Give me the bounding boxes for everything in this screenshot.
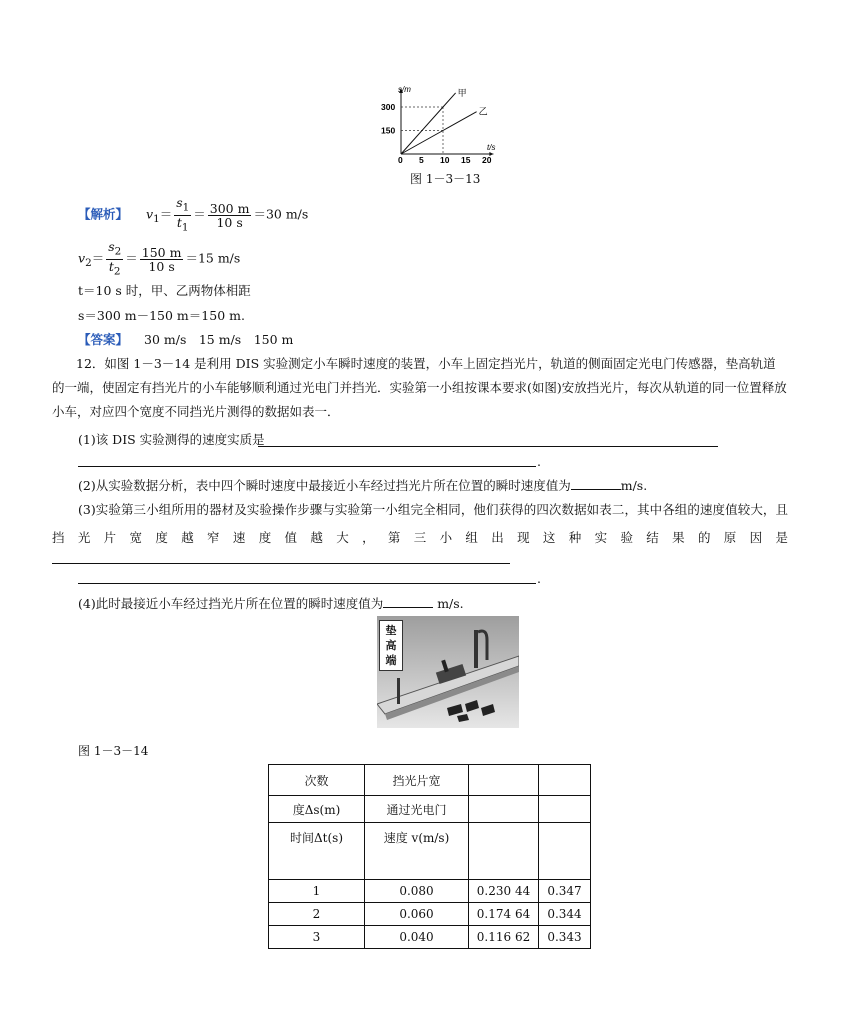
analysis-line2: $v_2=$ $\frac{s_2}{t_2}$ ＝ $\frac{150 m}{10 s}$ ＝15 m/s [78,239,241,277]
table-header-cell [469,823,539,880]
table-cell: 0.116 62 [469,926,539,949]
st-graph [378,84,508,164]
analysis-line3: t＝10 s 时，甲、乙两物体相距 [78,283,251,298]
sign-char-1: 垫 [385,624,397,637]
table-row [269,926,591,949]
y-tick-label: 300 [381,102,396,112]
table-row [269,903,591,926]
answer-label: 【答案】 [78,332,129,347]
answer-text: 30 m/s 15 m/s 150 m [144,332,294,347]
q12-part2-unit: m/s. [620,478,648,493]
v1-result: ＝30 m/s [253,206,309,222]
v2-subscript: 2 [85,257,92,269]
q12-part4 [78,594,464,612]
answer-line [78,330,293,348]
table-cell: 0.347 [539,880,591,903]
v2-t-sub: 2 [113,265,121,277]
series-line-2 [401,112,477,154]
table-header-cell [539,765,591,796]
table-cell: 0.343 [539,926,591,949]
table-header-cell: 通过光电门 [365,796,469,823]
q12-intro: 12．如图 1－3－14 是利用 DIS 实验测定小车瞬时速度的装置，小车上固定挡光片，轨道的侧面固定光电门传感器，垫高轨道的一端，使固定有挡光片的小车能够顺利通过光电门并挡光．实验第一小组按课本要求(如图)安放挡光片，每次从轨道的同一位置释放小车，对应四个宽度不同挡光片测得的数据如表一． [52,356,787,419]
v1-s: s [176,195,183,210]
answer-blank-3a[interactable] [52,563,510,564]
v1-subscript: 1 [153,213,160,225]
analysis-label: 【解析】 [78,206,129,222]
figure1-caption: 图 1－3－13 [410,172,481,186]
table-header-row [269,765,591,796]
table-cell: 0.060 [365,903,469,926]
v1-s-sub: 1 [182,201,190,214]
table-header-cell: 时间Δt(s) [269,823,365,880]
x-tick-label: 0 [398,155,403,164]
table-header-cell [539,796,591,823]
data-table [268,764,591,949]
period-3: . [537,571,541,586]
v2-t: t [108,258,114,274]
table-cell: 1 [269,880,365,903]
table-header-cell: 度Δs(m) [269,796,365,823]
q12-part2-text: (2)从实验数据分析，表中四个瞬时速度中最接近小车经过挡光片所在位置的瞬时速度值为 [78,478,571,493]
raised-end-sign [379,620,403,671]
x-tick-label: 15 [461,155,471,164]
table-header-row [269,796,591,823]
table-cell: 0.174 64 [469,903,539,926]
period-1: . [537,454,541,469]
table-header-cell [469,796,539,823]
table-cell: 3 [269,926,365,949]
x-tick-label: 10 [440,155,450,164]
x-axis-label: t/s [487,143,496,152]
table-row [269,880,591,903]
table-header-row [269,823,591,880]
sign-char-2: 高 [385,639,397,652]
q12-part3: (3)实验第三小组所用的器材及实验操作步骤与实验第一小组完全相同，他们获得的四次数据如表二，其中各组的速度值较大，且挡光片宽度越窄速度值越大，第三小组出现这种实验结果的原因是 [52,502,788,545]
series-label-1: 甲 [457,87,467,98]
table-header-cell: 次数 [269,765,365,796]
q12-part4-text: (4)此时最接近小车经过挡光片所在位置的瞬时速度值为 [78,596,384,611]
table-header-cell: 挡光片宽 [365,765,469,796]
analysis-line1: 【解析】 $v_1=$ $\frac{s_1}{t_1}$ ＝ $\frac{300 m}{10 s}$ ＝30 m/s [78,195,309,233]
v1-t: t [176,214,182,230]
answer-blank-1b[interactable] [78,466,536,467]
v1-time: 10 s [216,214,243,230]
table-cell: 0.344 [539,903,591,926]
table-cell: 0.040 [365,926,469,949]
table-cell: 2 [269,903,365,926]
table-header-cell [469,765,539,796]
v2-s: s [108,239,115,254]
q12-part2 [78,476,647,494]
x-tick-label: 5 [419,155,424,164]
v1-symbol: v [146,206,154,222]
q12-part1: (1)该 DIS 实验测得的速度实质是 [78,432,265,447]
x-tick-label: 20 [482,155,492,164]
figure2-caption: 图 1－3－14 [78,744,149,758]
y-tick-label: 150 [381,125,396,136]
table-header-cell [539,823,591,880]
v1-distance: 300 m [209,200,250,216]
v2-symbol: v [78,250,86,266]
analysis-line4: s＝300 m－150 m＝150 m. [78,308,245,323]
apparatus-photo [377,616,519,728]
v2-time: 10 s [148,258,175,274]
y-axis-label: s/m [398,85,411,94]
series-line-1 [401,93,456,154]
v1-t-sub: 1 [181,221,189,233]
answer-blank-4[interactable] [383,607,433,608]
v2-result: ＝15 m/s [185,250,241,266]
q12-part4-unit: m/s. [433,596,464,611]
answer-blank-1a[interactable] [258,446,718,447]
answer-blank-2[interactable] [571,489,621,490]
answer-blank-3b[interactable] [78,583,536,584]
table-cell: 0.230 44 [469,880,539,903]
sign-char-3: 端 [385,654,397,667]
table-header-cell: 速度 v(m/s) [365,823,469,880]
series-label-2: 乙 [478,106,488,117]
v2-s-sub: 2 [114,245,122,258]
v2-distance: 150 m [141,244,182,260]
table-cell: 0.080 [365,880,469,903]
